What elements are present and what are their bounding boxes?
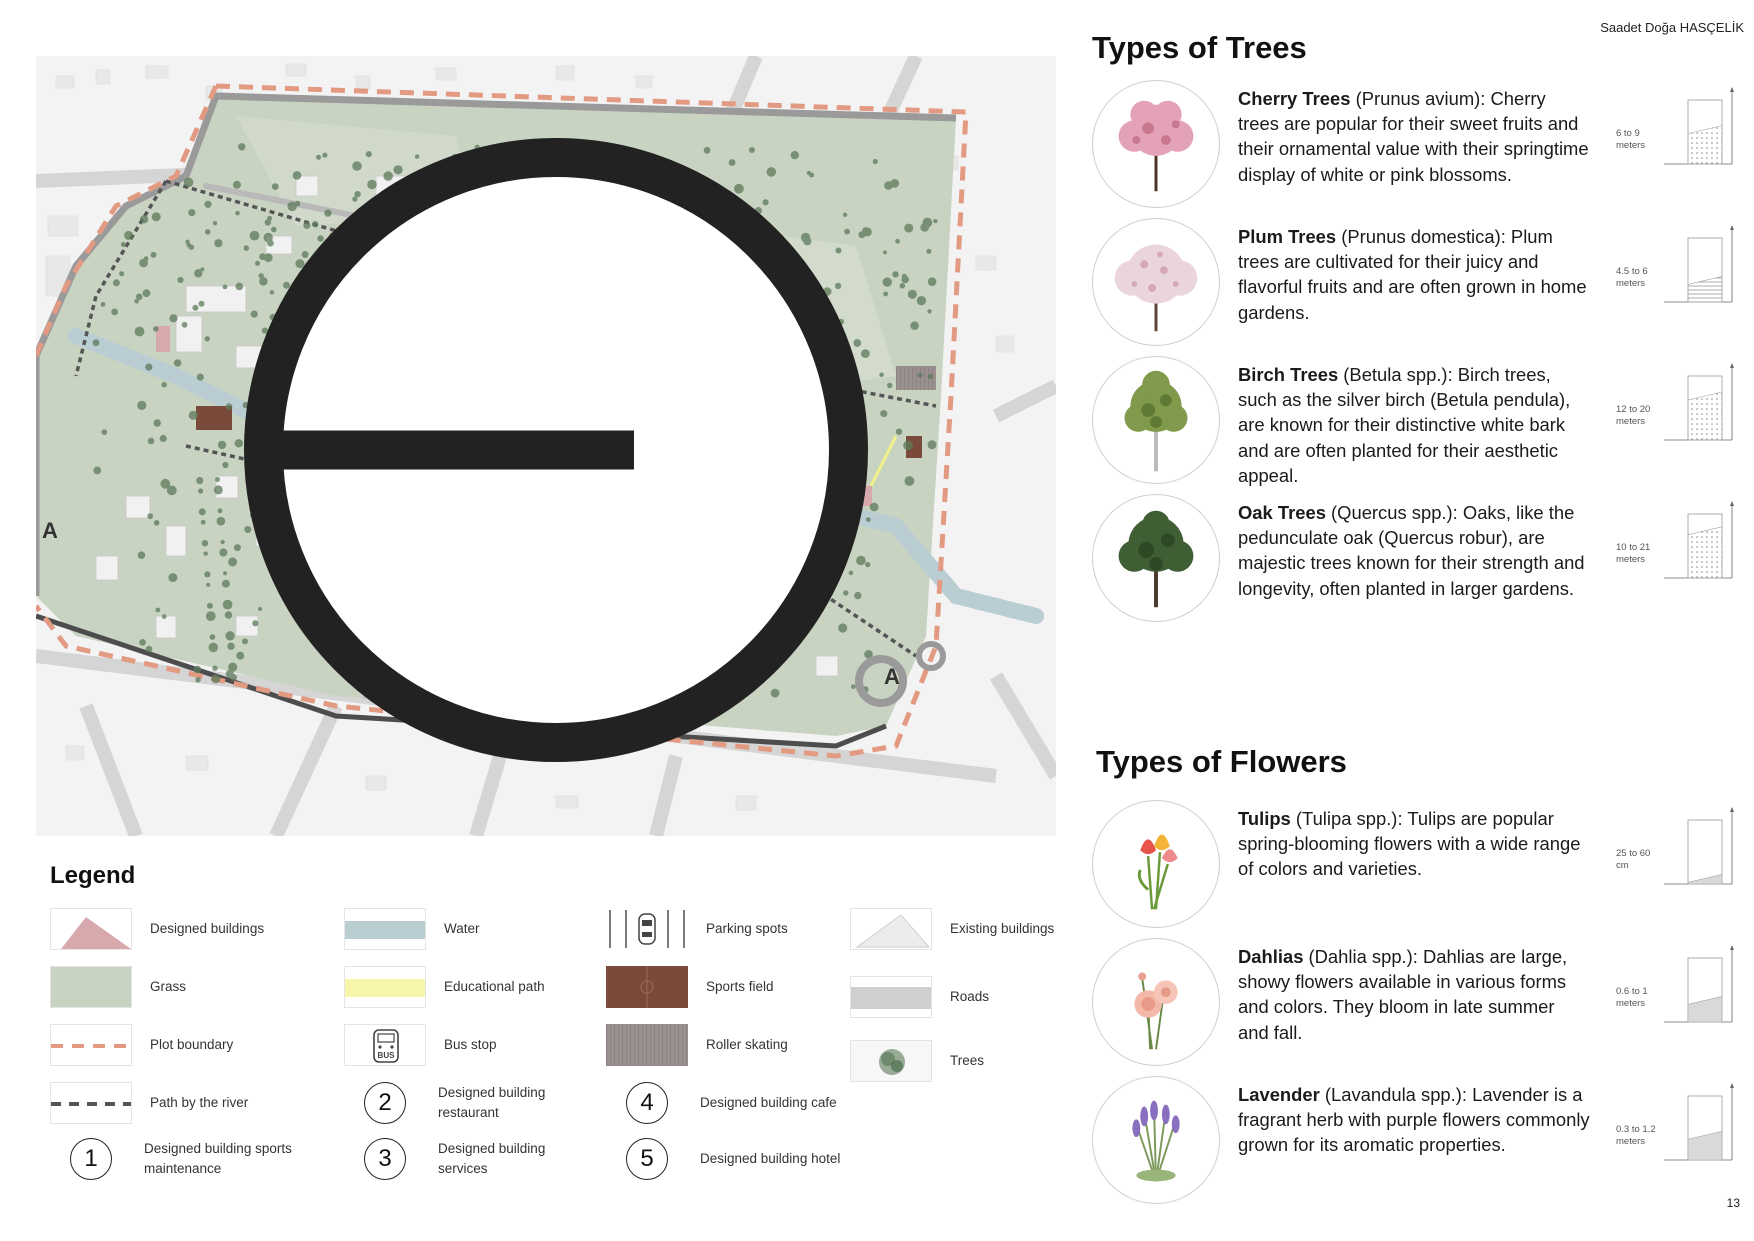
legend-label: Trees <box>950 1053 985 1069</box>
axis-arrow-icon <box>1730 87 1734 92</box>
tree-item-oak <box>1092 494 1742 624</box>
legend-label: Grass <box>150 979 187 995</box>
axis-arrow-icon <box>1730 945 1734 950</box>
legend-label: Path by the river <box>150 1095 249 1111</box>
height-label: 4.5 to 6 meters <box>1616 266 1648 289</box>
legend-label: Roads <box>950 989 990 1005</box>
building-number-4: 4 <box>626 1082 668 1124</box>
car-icon <box>606 908 688 950</box>
height-fill-bar <box>1688 392 1722 440</box>
legend-label: Designed building services <box>438 1141 546 1176</box>
legend-item-bus-stop <box>344 1022 604 1068</box>
designed-buildings-swatch <box>50 908 132 950</box>
flowers-heading: Types of Flowers <box>1096 744 1347 779</box>
oak-height-chart <box>1616 500 1736 600</box>
height-bar-chart <box>1660 224 1736 324</box>
building-number-3: 3 <box>364 1138 406 1180</box>
legend-item-roads <box>850 974 1110 1020</box>
plum-tree-image <box>1092 218 1220 346</box>
axis-arrow-icon <box>1730 225 1734 230</box>
legend-item-existing-buildings <box>850 906 1110 952</box>
legend-label: Designed building restaurant <box>438 1085 546 1120</box>
tree-item-cherry <box>1092 80 1742 210</box>
legend-item-roller-skating <box>606 1022 866 1068</box>
cherry-tree-image <box>1092 80 1220 208</box>
height-bar-chart <box>1660 500 1736 600</box>
trees-swatch <box>850 1040 932 1082</box>
trees-heading: Types of Trees <box>1092 30 1307 65</box>
legend-label: Educational path <box>444 979 545 995</box>
axis-arrow-icon <box>1730 1083 1734 1088</box>
plum-description: Plum Trees (Prunus domestica): Plum trees are cultivated for their juicy and flavorful fruits and are often grown in home gardens. <box>1238 226 1587 323</box>
legend <box>50 906 1060 1196</box>
height-bar-chart <box>1660 1082 1736 1182</box>
sports-field-swatch <box>606 966 688 1008</box>
legend-item-parking <box>606 906 866 952</box>
dahlias-description: Dahlias (Dahlia spp.): Dahlias are large, showy flowers available in various forms and colors. They bloom in late summer and fall. <box>1238 946 1568 1043</box>
legend-label: Designed building cafe <box>700 1095 837 1111</box>
legend-item-trees <box>850 1038 1110 1084</box>
north-arrow-icon <box>46 60 1056 836</box>
tulips-description: Tulips (Tulipa spp.): Tulips are popular spring-blooming flowers with a wide range of colors and varieties. <box>1238 808 1581 880</box>
plum-height-chart <box>1616 224 1736 324</box>
educational-path-swatch <box>344 966 426 1008</box>
legend-label: Existing buildings <box>950 921 1055 937</box>
legend-item-grass <box>50 964 310 1010</box>
height-label: 6 to 9 meters <box>1616 128 1646 151</box>
legend-label: Designed building hotel <box>700 1151 841 1167</box>
legend-item-building-5 <box>606 1136 860 1182</box>
height-bar-chart <box>1660 944 1736 1044</box>
birch-description: Birch Trees (Betula spp.): Birch trees, such as the silver birch (Betula pendula), are known for their distinctive white bark and are often planted for their aesthetic appeal. <box>1238 364 1571 486</box>
section-marker-right: A <box>884 664 900 689</box>
legend-label: Plot boundary <box>150 1037 234 1053</box>
water-swatch <box>344 908 426 950</box>
height-frame <box>1688 820 1722 884</box>
legend-item-building-1 <box>50 1136 304 1182</box>
path-by-river-swatch <box>50 1082 132 1124</box>
legend-label: Roller skating <box>706 1037 788 1053</box>
parking-swatch <box>606 908 688 950</box>
legend-item-sports-field <box>606 964 866 1010</box>
legend-label: Sports field <box>706 979 774 995</box>
legend-label: Parking spots <box>706 921 788 937</box>
flower-item-tulips <box>1092 800 1742 930</box>
oak-description: Oak Trees (Quercus spp.): Oaks, like the pedunculate oak (Quercus robur), are majestic trees known for their strength and longevity, often planted in larger gardens. <box>1238 502 1585 599</box>
svg-text:BUS: BUS <box>377 1051 395 1060</box>
height-fill-bar <box>1688 527 1722 578</box>
lavender-height-chart <box>1616 1082 1736 1182</box>
legend-item-building-4 <box>606 1080 860 1126</box>
legend-item-educational-path <box>344 964 604 1010</box>
building-number-1: 1 <box>70 1138 112 1180</box>
legend-item-designed-buildings <box>50 906 310 952</box>
height-label: 25 to 60 cm <box>1616 848 1651 871</box>
height-bar-chart <box>1660 806 1736 906</box>
dahlias-image <box>1092 938 1220 1066</box>
author-name: Saadet Doğa HASÇELİK <box>1600 20 1744 35</box>
roller-skating-swatch <box>606 1024 688 1066</box>
tree-icon <box>851 1041 932 1082</box>
legend-item-path-by-river <box>50 1080 310 1126</box>
cherry-description: Cherry Trees (Prunus avium): Cherry trees are popular for their sweet fruits and their ornamental value with their springtime display of white or pink blossoms. <box>1238 88 1589 185</box>
cherry-height-chart <box>1616 86 1736 186</box>
legend-item-building-2 <box>344 1080 598 1126</box>
bus-icon <box>345 1025 426 1066</box>
tulips-height-chart <box>1616 806 1736 906</box>
birch-tree-image <box>1092 356 1220 484</box>
legend-title: Legend <box>50 862 136 889</box>
flower-item-lavender <box>1092 1076 1742 1206</box>
legend-item-plot-boundary <box>50 1022 310 1068</box>
axis-arrow-icon <box>1730 363 1734 368</box>
lavender-description: Lavender (Lavandula spp.): Lavender is a fragrant herb with purple flowers commonly grown for its aromatic properties. <box>1238 1084 1590 1156</box>
legend-item-building-3 <box>344 1136 598 1182</box>
oak-tree-image <box>1092 494 1220 622</box>
axis-arrow-icon <box>1730 501 1734 506</box>
height-label: 0.3 to 1.2 meters <box>1616 1124 1656 1147</box>
building-number-2: 2 <box>364 1082 406 1124</box>
building-number-5: 5 <box>626 1138 668 1180</box>
dahlias-height-chart <box>1616 944 1736 1044</box>
height-bar-chart <box>1660 362 1736 462</box>
height-label: 0.6 to 1 meters <box>1616 986 1648 1009</box>
height-label: 10 to 21 meters <box>1616 542 1651 565</box>
legend-label: Water <box>444 921 480 937</box>
height-bar-chart <box>1660 86 1736 186</box>
lavender-image <box>1092 1076 1220 1204</box>
roads-swatch <box>850 976 932 1018</box>
grass-swatch <box>50 966 132 1008</box>
tulips-image <box>1092 800 1220 928</box>
axis-arrow-icon <box>1730 807 1734 812</box>
birch-height-chart <box>1616 362 1736 462</box>
existing-buildings-swatch <box>850 908 932 950</box>
tree-item-birch <box>1092 356 1742 486</box>
legend-item-water <box>344 906 604 952</box>
plot-boundary-swatch <box>50 1024 132 1066</box>
legend-label: Designed building sports maintenance <box>144 1141 292 1176</box>
page-number: 13 <box>1726 1196 1740 1210</box>
site-plan-map[interactable] <box>36 56 1056 836</box>
flower-item-dahlias <box>1092 938 1742 1068</box>
legend-label: Bus stop <box>444 1037 497 1053</box>
tree-item-plum <box>1092 218 1742 348</box>
height-label: 12 to 20 meters <box>1616 404 1651 427</box>
legend-label: Designed buildings <box>150 921 265 937</box>
section-marker-left: A <box>42 518 58 543</box>
bus-stop-swatch <box>344 1024 426 1066</box>
